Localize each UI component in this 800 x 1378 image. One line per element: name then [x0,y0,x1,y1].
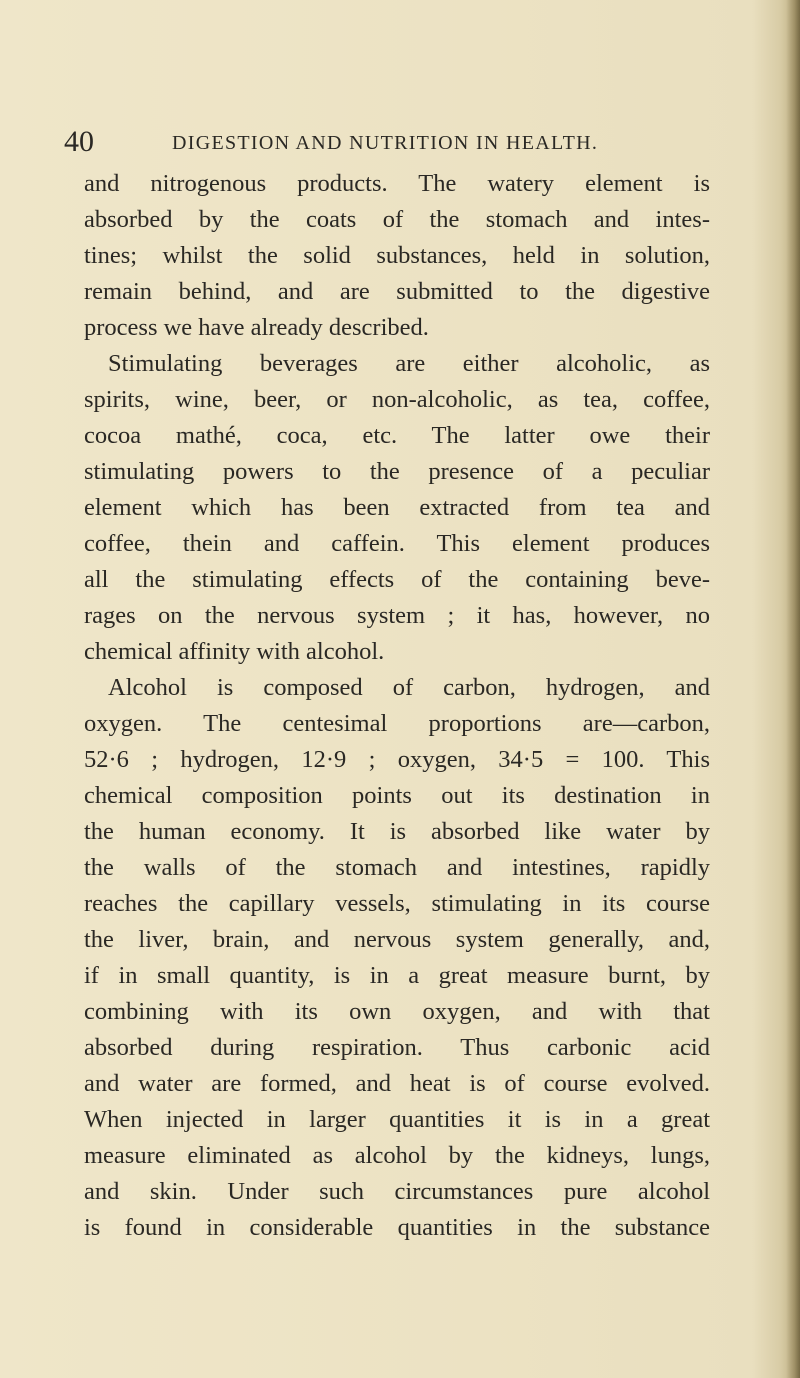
text-line: combining with its own oxygen, and with that [84,998,710,1025]
text-line: rages on the nervous system ; it has, however, no [84,602,710,629]
text-line: the walls of the stomach and intestines, rapidly [84,854,710,881]
text-line: stimulating powers to the presence of a peculiar [84,458,710,485]
text-line: the human economy. It is absorbed like water by [84,818,710,845]
text-line: and nitrogenous products. The watery element is [84,170,710,197]
text-line: 52·6 ; hydrogen, 12·9 ; oxygen, 34·5 = 100. This [84,746,710,773]
text-line: element which has been extracted from tea and [84,494,710,521]
text-line: spirits, wine, beer, or non-alcoholic, as tea, coffee, [84,386,710,413]
text-line: tines; whilst the solid substances, held in solution, [84,242,710,269]
text-line: and skin. Under such circumstances pure alcohol [84,1178,710,1205]
text-line: and water are formed, and heat is of course evolved. [84,1070,710,1097]
text-line: chemical composition points out its destination in [84,782,710,809]
text-line: remain behind, and are submitted to the digestive [84,278,710,305]
text-line: absorbed during respiration. Thus carbonic acid [84,1034,710,1061]
text-line: reaches the capillary vessels, stimulating in its course [84,890,710,917]
text-line: is found in considerable quantities in the substance [84,1214,710,1241]
text-line: the liver, brain, and nervous system generally, and, [84,926,710,953]
text-line: measure eliminated as alcohol by the kidneys, lungs, [84,1142,710,1169]
text-line: oxygen. The centesimal proportions are—carbon, [84,710,710,737]
text-line: if in small quantity, is in a great measure burnt, by [84,962,710,989]
text-line: coffee, thein and caffein. This element produces [84,530,710,557]
running-title: DIGESTION AND NUTRITION IN HEALTH. [172,132,599,154]
text-line: chemical affinity with alcohol. [84,638,385,665]
body-text [84,166,710,1246]
text-line: absorbed by the coats of the stomach and intes- [84,206,710,233]
text-line: process we have already described. [84,314,429,341]
text-line: When injected in larger quantities it is in a great [84,1106,710,1133]
paragraph-first-line: Alcohol is composed of carbon, hydrogen, and [108,674,710,701]
paragraph-first-line: Stimulating beverages are either alcoholic, as [108,350,710,377]
page-number: 40 [64,125,94,158]
running-head [64,124,764,160]
binding-edge [786,0,800,1378]
text-line: all the stimulating effects of the containing beve- [84,566,710,593]
text-line: cocoa mathé, coca, etc. The latter owe their [84,422,710,449]
